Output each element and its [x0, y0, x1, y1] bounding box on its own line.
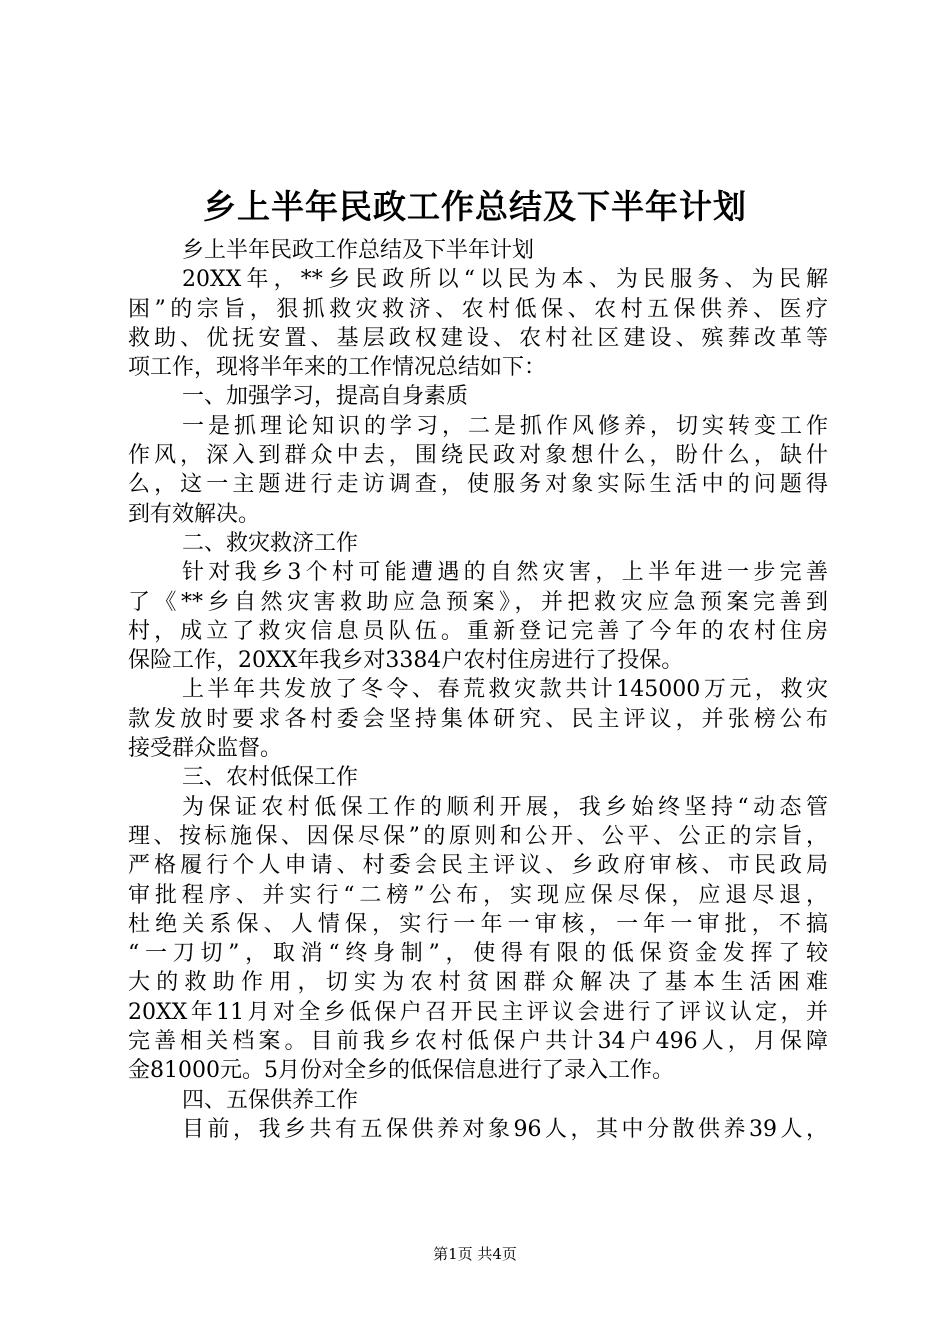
section-heading-line: 乡上半年民政工作总结及下半年计划: [182, 238, 535, 263]
paragraph-line: 理、按标施保、因保尽保”的原则和公开、公平、公正的宗旨，: [128, 823, 828, 849]
paragraph-line: 接受群众监督。: [128, 736, 283, 762]
section-heading-line: 一、加强学习，提高自身素质: [182, 384, 469, 410]
section-heading-line: 二、救灾救济工作: [182, 530, 359, 556]
page-footer: 第1页 共4页: [433, 1245, 517, 1263]
section-heading-line: 三、农村低保工作: [182, 765, 359, 791]
paragraph-line: 审批程序、并实行“二榜”公布，实现应保尽保，应退尽退，: [128, 882, 828, 908]
paragraph-line: 上半年共发放了冬令、春荒救灾款共计145000万元，救灾: [182, 677, 828, 703]
paragraph-line: 针对我乡3个村可能遭遇的自然灾害，上半年进一步完善: [182, 560, 828, 586]
paragraph-line: 20XX年，**乡民政所以“以民为本、为民服务、为民解: [182, 267, 828, 293]
paragraph-line: 款发放时要求各村委会坚持集体研究、民主评议，并张榜公布: [128, 706, 828, 732]
document-title: 乡上半年民政工作总结及下半年计划: [203, 187, 747, 226]
paragraph-line: 金81000元。5月份对全乡的低保信息进行了录入工作。: [128, 1058, 674, 1084]
paragraph-line: 大的救助作用，切实为农村贫困群众解决了基本生活困难: [128, 970, 828, 996]
section-heading-line: 四、五保供养工作: [182, 1087, 359, 1113]
paragraph-line: 救助、优抚安置、基层政权建设、农村社区建设、殡葬改革等: [128, 325, 828, 351]
paragraph-line: 项工作，现将半年来的工作情况总结如下：: [128, 355, 547, 381]
paragraph-line: 村，成立了救灾信息员队伍。重新登记完善了今年的农村住房: [128, 618, 828, 644]
paragraph-line: 保险工作，20XX年我乡对3384户农村住房进行了投保。: [128, 648, 684, 674]
paragraph-line: 杜绝关系保、人情保，实行一年一审核，一年一审批，不搞: [128, 911, 828, 937]
paragraph-line: 作风，深入到群众中去，围绕民政对象想什么，盼什么，缺什: [128, 443, 828, 469]
paragraph-line: 了《**乡自然灾害救助应急预案》，并把救灾应急预案完善到: [128, 589, 828, 615]
paragraph-line: 目前，我乡共有五保供养对象96人，其中分散供养39人，: [182, 1116, 828, 1142]
document-body: [128, 236, 828, 1144]
paragraph-line: 20XX年11月对全乡低保户召开民主评议会进行了评议认定，并: [128, 999, 828, 1025]
paragraph-line: 困”的宗旨，狠抓救灾救济、农村低保、农村五保供养、医疗: [128, 296, 828, 322]
paragraph-line: 么，这一主题进行走访调查，使服务对象实际生活中的问题得: [128, 472, 828, 498]
paragraph-line: 为保证农村低保工作的顺利开展，我乡始终坚持“动态管: [182, 794, 828, 820]
paragraph-line: 一是抓理论知识的学习，二是抓作风修养，切实转变工作: [182, 413, 828, 439]
paragraph-line: 到有效解决。: [128, 501, 261, 527]
paragraph-line: “一刀切”，取消“终身制”，使得有限的低保资金发挥了较: [128, 941, 828, 967]
paragraph-line: 严格履行个人申请、村委会民主评议、乡政府审核、市民政局: [128, 853, 828, 879]
paragraph-line: 完善相关档案。目前我乡农村低保户共计34户496人，月保障: [128, 1029, 828, 1055]
